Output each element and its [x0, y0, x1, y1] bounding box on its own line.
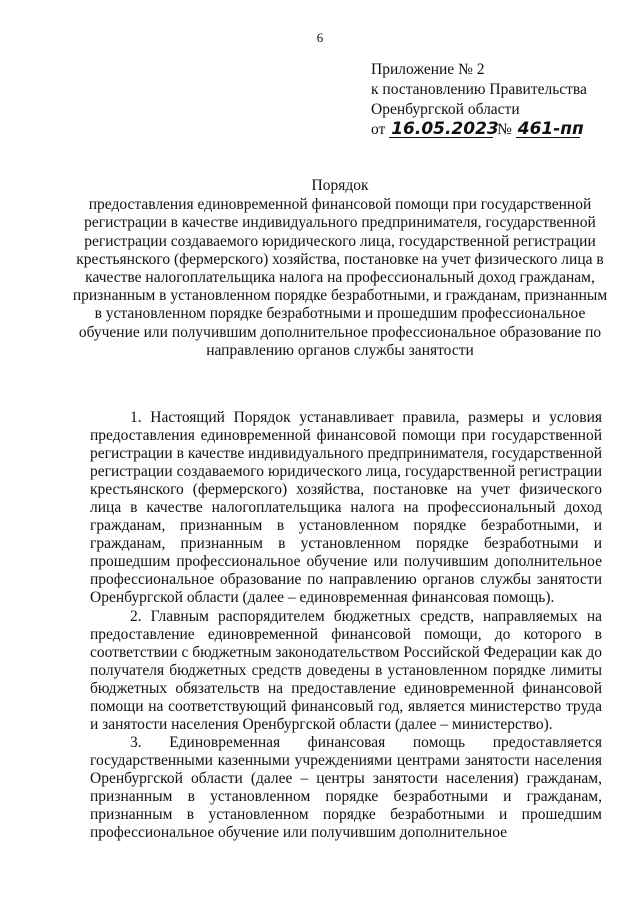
number-sign: №	[497, 121, 512, 138]
appendix-line-1: Приложение № 2	[371, 61, 485, 78]
document-title	[72, 177, 608, 360]
appendix-line-2: к постановлению Правительства	[371, 81, 587, 98]
title-subtitle: предоставления единовременной финансовой помощи при государственной регистрации в качестве индивидуального предпринимателя, государственной регистрации создаваемого юридического лица, государственной регистрации крестьянского (фермерского) хозяйства, постановке на учет физического лица в качестве налогоплательщика налога на профессиональный доход гражданам, признанным в установленном порядке безработными, и гражданам, признанным в установленном порядке безработными и прошедшим профессиональное обучение или получившим дополнительное профессиональное образование по направлению органов службы занятости	[72, 196, 608, 359]
handwritten-date: 16.05.2023	[391, 119, 499, 139]
page-number: 6	[316, 30, 324, 45]
paragraph-3: 3. Единовременная финансовая помощь предоставляется государственными казенными учреждениями центрами занятости населения Оренбургской области (далее – центры занятости населения) гражданам, признанным в установленном порядке безработными и гражданам, признанным в установленном порядке безработными и прошедшим профессиональное обучение или получившим дополнительное	[90, 733, 602, 842]
appendix-date-number-line	[371, 120, 631, 140]
document-body	[90, 409, 602, 842]
date-prefix: от	[371, 121, 386, 138]
paragraph-2: 2. Главным распорядителем бюджетных средств, направляемых на предоставление единовременной финансовой помощи, до которого в соответствии с бюджетным законодательством Российской Федерации как до получателя бюджетных средств доведены в установленном порядке лимиты бюджетных обязательств на предоставление единовременной финансовой помощи на соответствующий финансовый год, является министерство труда и занятости населения Оренбургской области (далее – министерство).	[90, 607, 602, 733]
handwritten-number: 461-пп	[517, 119, 584, 139]
appendix-block	[371, 60, 631, 140]
paragraph-1: 1. Настоящий Порядок устанавливает правила, размеры и условия предоставления единовременной финансовой помощи при государственной регистрации в качестве индивидуального предпринимателя, государственной регистрации создаваемого юридического лица, государственной регистрации крестьянского (фермерского) хозяйства, постановке на учет физического лица в качестве налогоплательщика налога на профессиональный доход гражданам, признанным в установленном порядке безработными, и гражданам, признанным в установленном порядке безработными и прошедшим профессиональное обучение или получившим дополнительное профессиональное образование по направлению органов службы занятости Оренбургской области (далее – единовременная финансовая помощь).	[90, 409, 602, 607]
appendix-line-3: Оренбургской области	[371, 101, 520, 118]
title-heading: Порядок	[311, 177, 369, 194]
